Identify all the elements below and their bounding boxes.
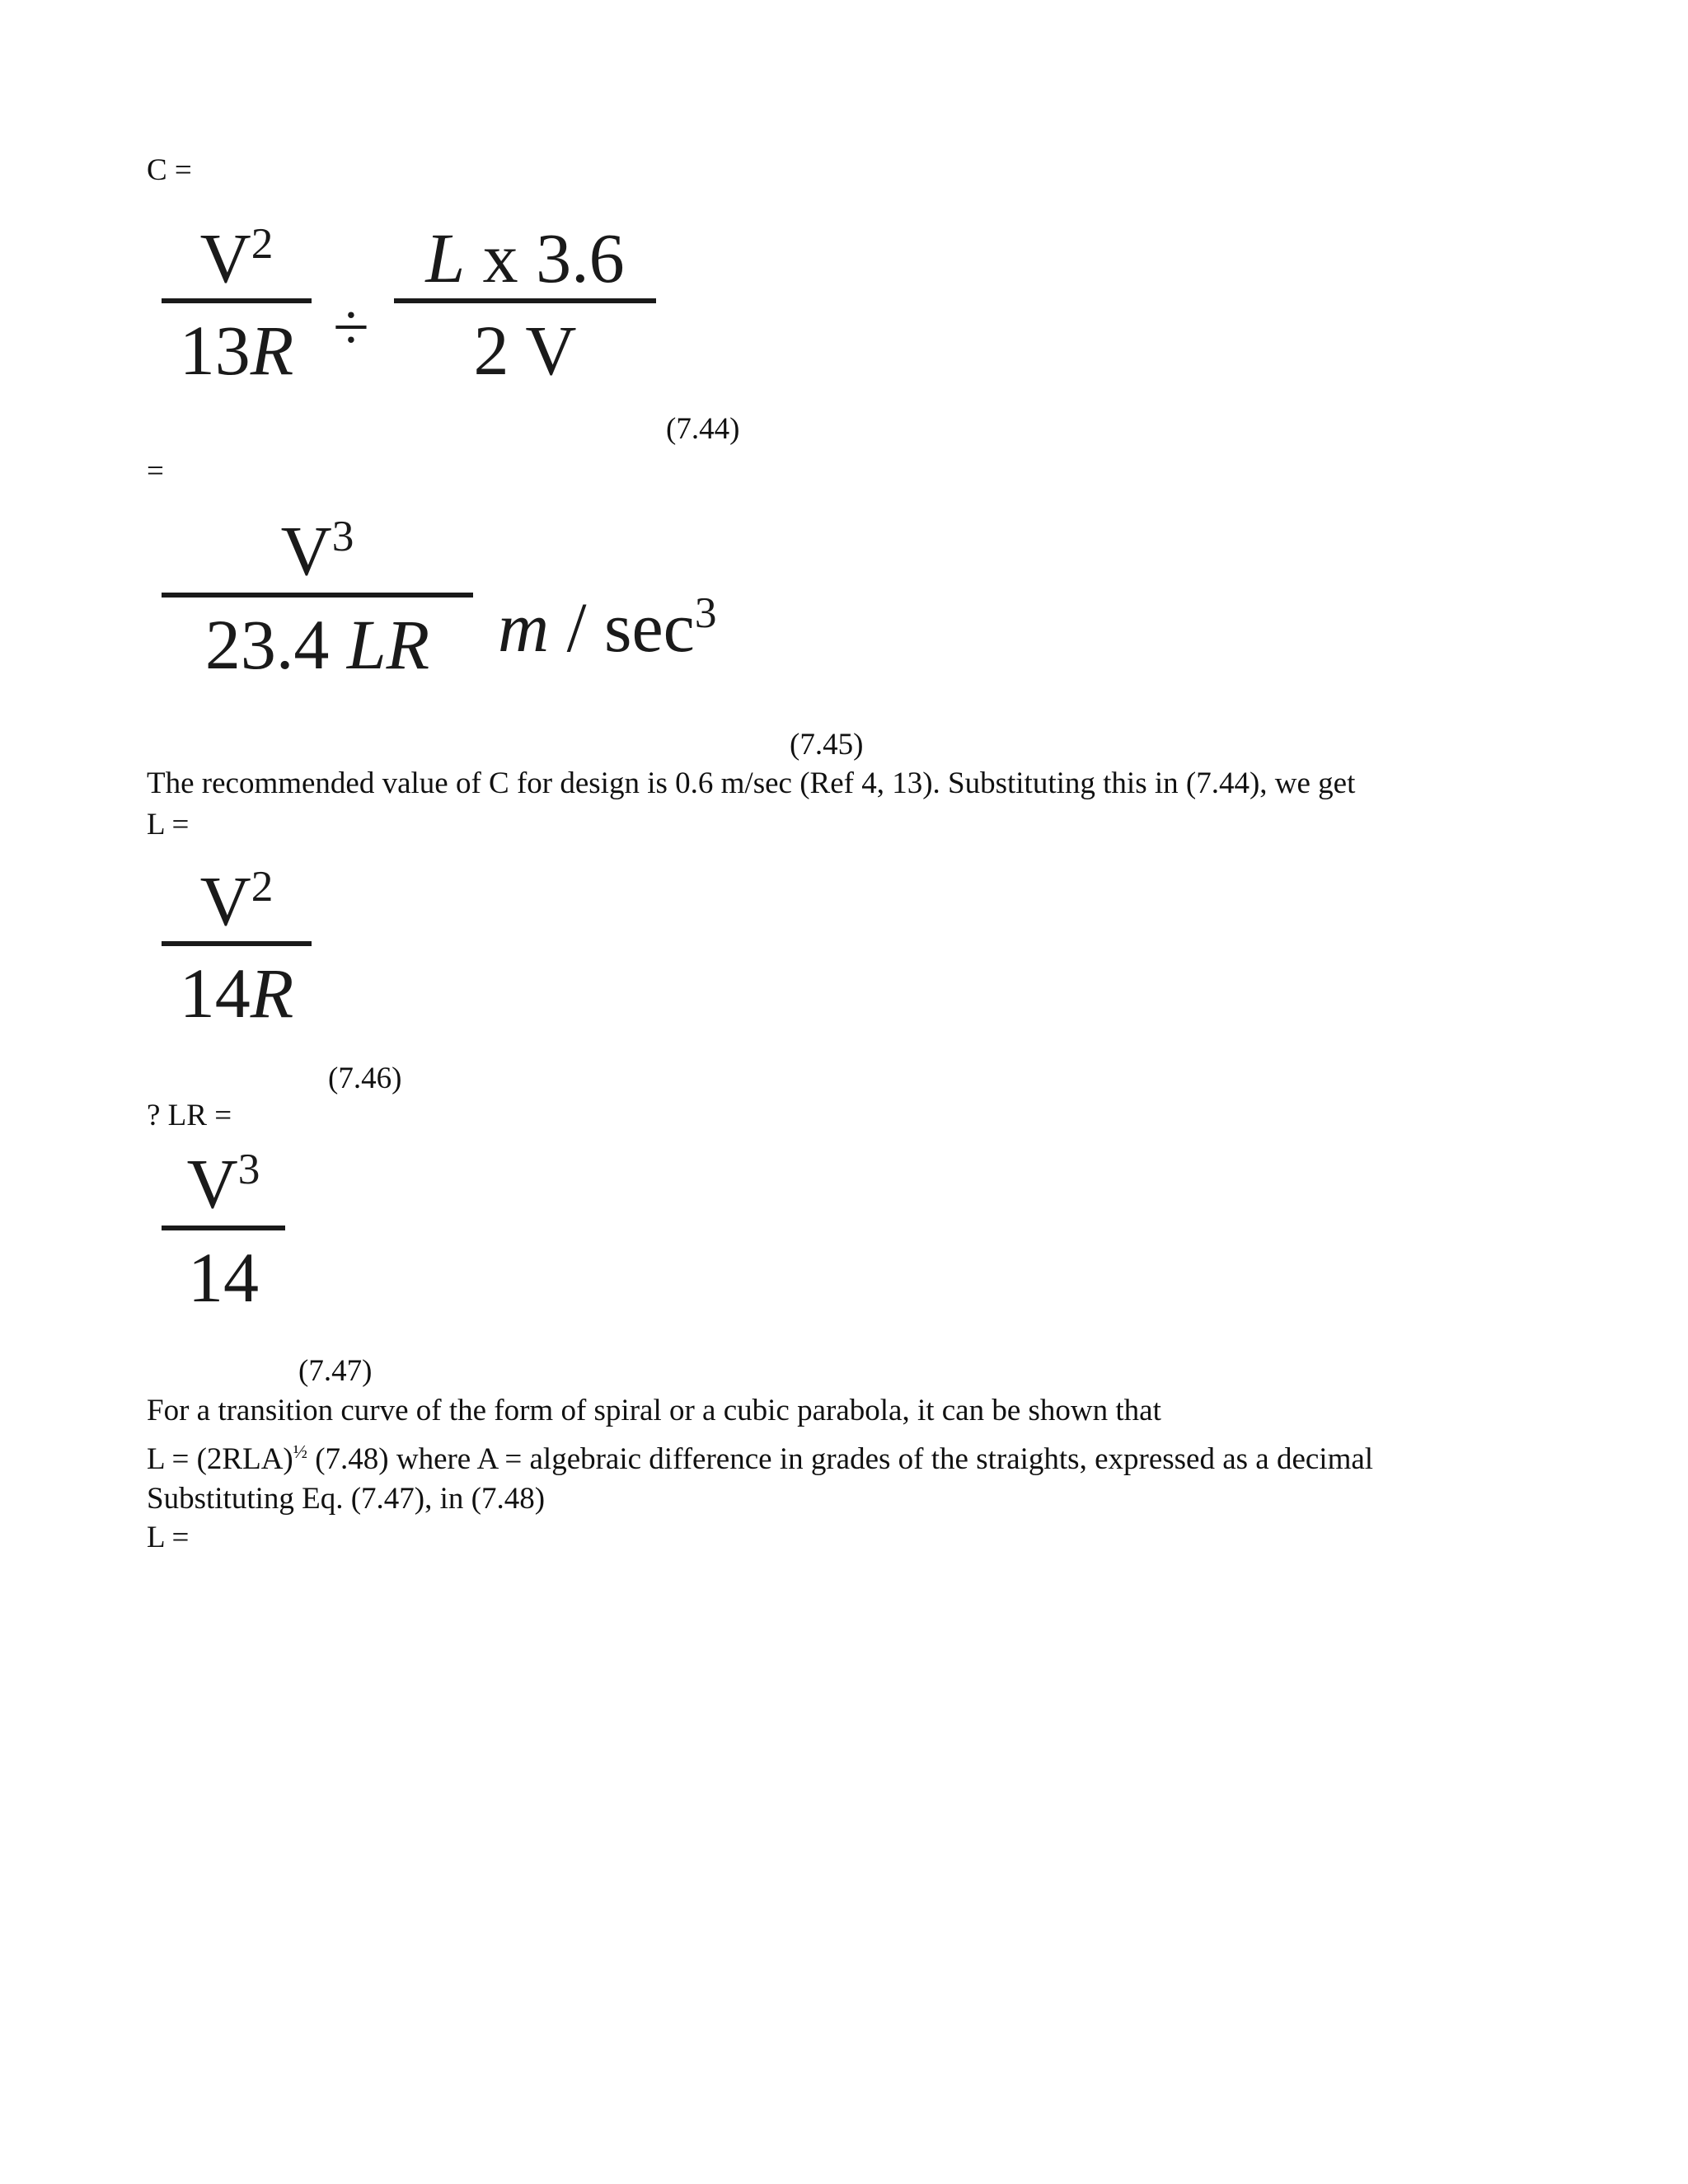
- num-exponent: 2: [251, 218, 274, 268]
- den-coefficient: 23.4: [204, 605, 347, 684]
- l-equals-label-2: L =: [147, 1521, 190, 1554]
- fraction-v3-over-14: [162, 1143, 285, 1317]
- fraction-bar: [162, 298, 312, 303]
- num-exponent: 3: [237, 1143, 260, 1193]
- numerator: [186, 1143, 260, 1223]
- unit-variable: m: [498, 588, 550, 667]
- fraction-lx36-over-2v: [394, 218, 656, 390]
- denominator: [204, 605, 430, 684]
- fraction-bar: [394, 298, 656, 303]
- num-base: V: [186, 1144, 238, 1223]
- paragraph-substituting: Substituting Eq. (7.47), in (7.48): [147, 1482, 546, 1516]
- numerator: [199, 218, 274, 298]
- equals-sign: =: [147, 454, 164, 488]
- fraction-bar: [162, 593, 473, 598]
- paragraph-transition-curve: For a transition curve of the form of spiral or a cubic parabola, it can be shown that: [147, 1394, 1161, 1427]
- numerator: [199, 860, 274, 940]
- numerator: [425, 218, 625, 298]
- equation-number-744: (7.44): [666, 412, 740, 446]
- unit-exponent: 3: [694, 587, 717, 637]
- fraction-bar: [162, 941, 312, 946]
- num-exponent: 2: [251, 860, 274, 911]
- l-formula-rest: (7.48) where A = algebraic difference in grades of the straights, expressed as a decimal: [307, 1442, 1374, 1476]
- l-formula-line: [147, 1441, 1374, 1476]
- denominator: 2 V: [473, 311, 577, 390]
- fraction-v3-over-234lr: [162, 510, 473, 684]
- lr-equals-label: ? LR =: [147, 1099, 232, 1132]
- den-variable: LR: [346, 605, 430, 684]
- half-exponent: ½: [293, 1441, 307, 1463]
- equation-number-747: (7.47): [298, 1354, 373, 1388]
- denominator: 14: [188, 1238, 259, 1317]
- denominator: [179, 954, 294, 1033]
- num-base: V: [280, 511, 332, 590]
- denominator: [179, 311, 294, 390]
- numerator: [280, 510, 354, 590]
- num-base: V: [199, 861, 251, 940]
- l-equals-label: L =: [147, 808, 190, 841]
- num-exponent: 3: [331, 510, 354, 560]
- den-variable: R: [250, 954, 294, 1033]
- equation-number-745: (7.45): [790, 728, 864, 762]
- unit-rest: / sec: [549, 588, 695, 667]
- num-rest: x 3.6: [465, 218, 625, 298]
- den-coefficient: 13: [179, 311, 251, 390]
- den-variable: R: [250, 311, 294, 390]
- den-coefficient: 14: [179, 954, 251, 1033]
- num-base: V: [199, 218, 251, 298]
- equation-number-746: (7.46): [328, 1062, 402, 1095]
- paragraph-recommended-value: The recommended value of C for design is 0.6 m/sec (Ref 4, 13). Substituting this in (7.44), we get: [147, 766, 1356, 800]
- c-equals-label: C =: [147, 153, 192, 187]
- num-variable: L: [425, 218, 466, 298]
- unit-m-per-sec-cubed: [498, 587, 717, 667]
- fraction-bar: [162, 1226, 285, 1230]
- fraction-v2-over-13r: [162, 218, 312, 390]
- division-operator: ÷: [333, 292, 369, 364]
- fraction-v2-over-14r: [162, 860, 312, 1033]
- l-formula-start: L = (2RLA): [147, 1442, 293, 1476]
